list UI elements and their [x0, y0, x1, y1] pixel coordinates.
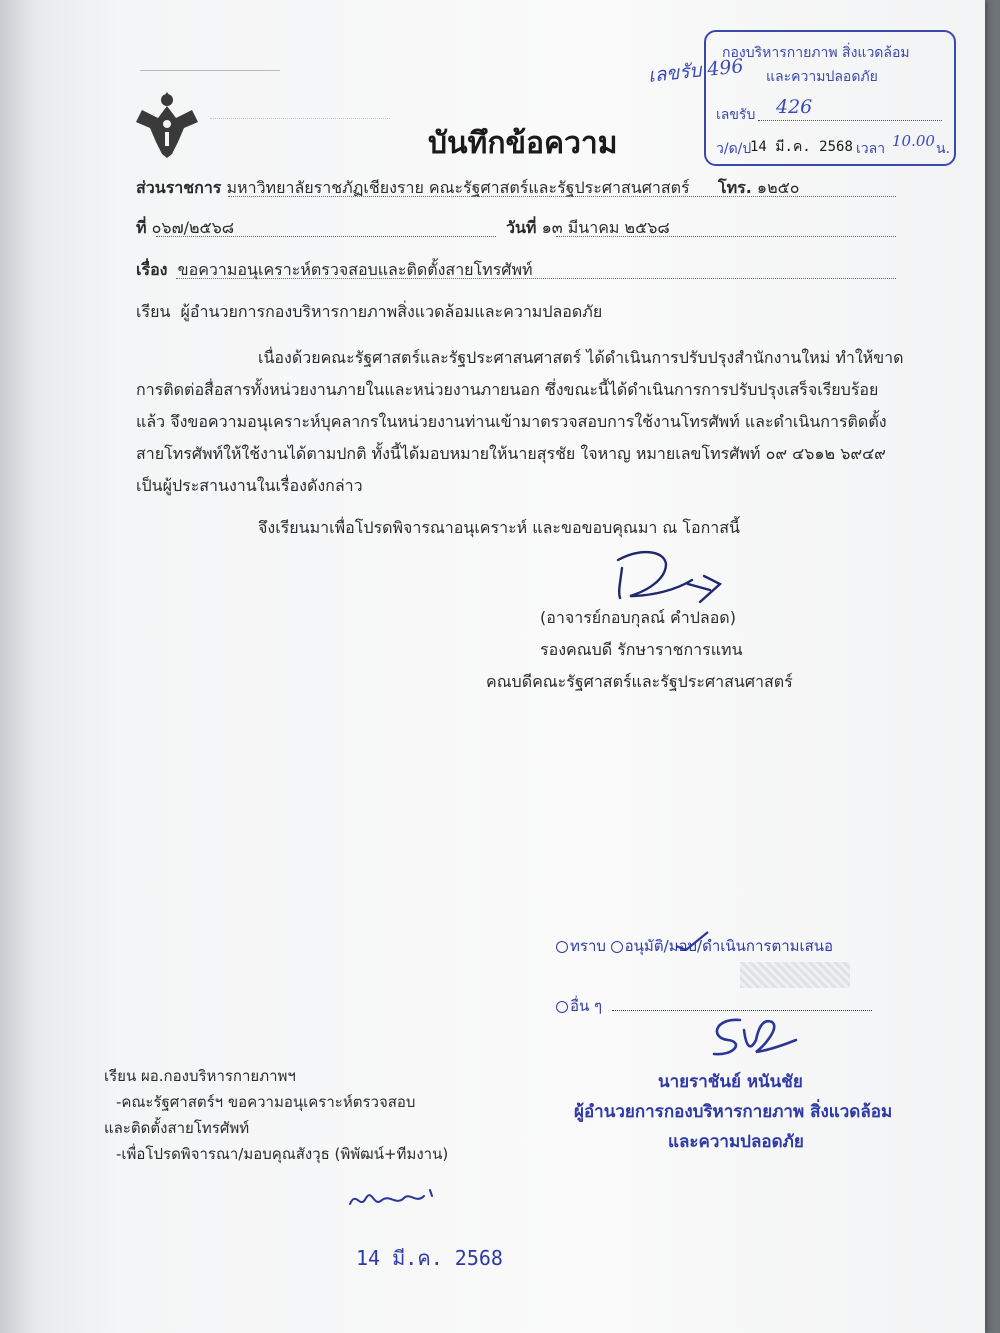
body-closing: จึงเรียนมาเพื่อโปรดพิจารณาอนุเคราะห์ และขอขอบคุณมา ณ โอกาสนี้ [258, 518, 740, 537]
dept-value: มหาวิทยาลัยราชภัฏเชียงราย คณะรัฐศาสตร์และรัฐประศาสนศาสตร์ [226, 178, 690, 197]
note-date-stamp: 14 มี.ค. 2568 [356, 1246, 503, 1270]
stamp-time-label: เวลา [856, 141, 886, 157]
body-line-2: การติดต่อสื่อสารทั้งหน่วยงานภายในและหน่วยงานภายนอก ซึ่งขณะนี้ได้ดำเนินการการปรับปรุงเสร็จเรียบร้อย [136, 380, 879, 399]
stamp-time-value: 10.00 [892, 132, 935, 150]
no-label: ที่ [136, 218, 147, 237]
stamp-recv-label: เลขรับ [716, 107, 756, 123]
no-dotline [156, 236, 496, 237]
option-circle-icon [611, 941, 623, 953]
to-label: เรียน [136, 302, 171, 321]
option-approve: อนุมัติ [624, 937, 664, 955]
date-value: ๑๓ มีนาคม ๒๕๖๘ [541, 218, 670, 237]
note-line-3: และติดตั้งสายโทรศัพท์ [104, 1119, 250, 1137]
stamp-recv-value: 426 [776, 96, 813, 118]
faded-header-line [210, 118, 390, 119]
subject-value: ขอความอนุเคราะห์ตรวจสอบและติดตั้งสายโทรศัพท์ [177, 260, 533, 279]
subject-label: เรื่อง [136, 260, 168, 279]
director-name: นายราชันย์ หนันชัย [658, 1072, 803, 1092]
signature-director [700, 1010, 810, 1062]
body-line-4: สายโทรศัพท์ให้ใช้งานได้ตามปกติ ทั้งนี้ได้มอบหมายให้นายสุรชัย ใจหาญ หมายเลขโทรศัพท์ ๐๙ ๔๖๑๒ ๖๙๔๙ [136, 444, 886, 463]
option-circle-icon [556, 941, 568, 953]
garuda-emblem-icon [132, 88, 202, 160]
subject-dotline [176, 278, 896, 279]
no-value: ๐๖๗/๒๕๖๘ [151, 218, 235, 237]
endorsement-other: อื่น ๆ [556, 994, 602, 1018]
body-line-3: แล้ว จึงขอความอนุเคราะห์บุคลากรในหน่วยงานท่านเข้ามาตรวจสอบการใช้งานโทรศัพท์ และดำเนินการติดตั้ง [136, 412, 887, 431]
note-line-1: เรียน ผอ.กองบริหารกายภาพฯ [104, 1067, 296, 1085]
page-edge [0, 0, 36, 1333]
handwritten-recv-note: เลขรับ 496 [647, 55, 745, 87]
redacted-area [740, 962, 850, 988]
initials-signature [346, 1184, 446, 1214]
checkmark-scribble-icon [672, 930, 712, 954]
faded-header-line [140, 70, 280, 77]
note-line-4: -เพื่อโปรดพิจารณา/มอบคุณสังวุธ (พิพัฒน์+ทีมงาน) [116, 1145, 449, 1163]
option-assign: มอบ/ดำเนินการตามเสนอ [668, 937, 834, 955]
signature-dean [600, 540, 740, 606]
note-line-2: -คณะรัฐศาสตร์ฯ ขอความอนุเคราะห์ตรวจสอบ [116, 1093, 416, 1111]
stamp-org-line2: และความปลอดภัย [766, 69, 878, 85]
body-line-1: เนื่องด้วยคณะรัฐศาสตร์และรัฐประศาสนศาสตร์ ได้ดำเนินการปรับปรุงสำนักงานใหม่ ทำให้ขาด [258, 348, 904, 367]
stamp-time-suffix: น. [936, 141, 951, 157]
date-dotline [556, 236, 896, 237]
dept-dotline [228, 196, 896, 197]
page-title: บันทึกข้อความ [428, 126, 618, 161]
stamp-org-line1: กองบริหารกายภาพ สิ่งแวดล้อม [722, 45, 910, 61]
dept-label: ส่วนราชการ [136, 178, 222, 197]
stamp-date-label: ว/ด/ป [716, 141, 752, 157]
option-know: ทราบ [570, 937, 606, 955]
body-line-5: เป็นผู้ประสานงานในเรื่องดังกล่าว [136, 476, 363, 495]
tel-value: ๑๒๕๐ [756, 178, 800, 197]
tel-label: โทร. [718, 178, 752, 197]
to-value: ผู้อำนวยการกองบริหารกายภาพสิ่งแวดล้อมและความปลอดภัย [180, 302, 603, 321]
endorsement-options: ทราบ อนุมัติ/มอบ/ดำเนินการตามเสนอ [556, 934, 833, 958]
signer-position-1: รองคณบดี รักษาราชการแทน [540, 640, 743, 659]
stamp-dotline [758, 120, 942, 121]
signer-position-2: คณบดีคณะรัฐศาสตร์และรัฐประศาสนศาสตร์ [486, 672, 793, 691]
director-position-2: และความปลอดภัย [668, 1132, 804, 1152]
option-circle-icon [556, 1001, 568, 1013]
signer-name: (อาจารย์กอบกุลณ์ คำปลอด) [540, 608, 736, 627]
director-position-1: ผู้อำนวยการกองบริหารกายภาพ สิ่งแวดล้อม [574, 1102, 893, 1122]
date-label: วันที่ [506, 218, 537, 237]
stamp-date-value: 14 มี.ค. 2568 [750, 139, 853, 155]
